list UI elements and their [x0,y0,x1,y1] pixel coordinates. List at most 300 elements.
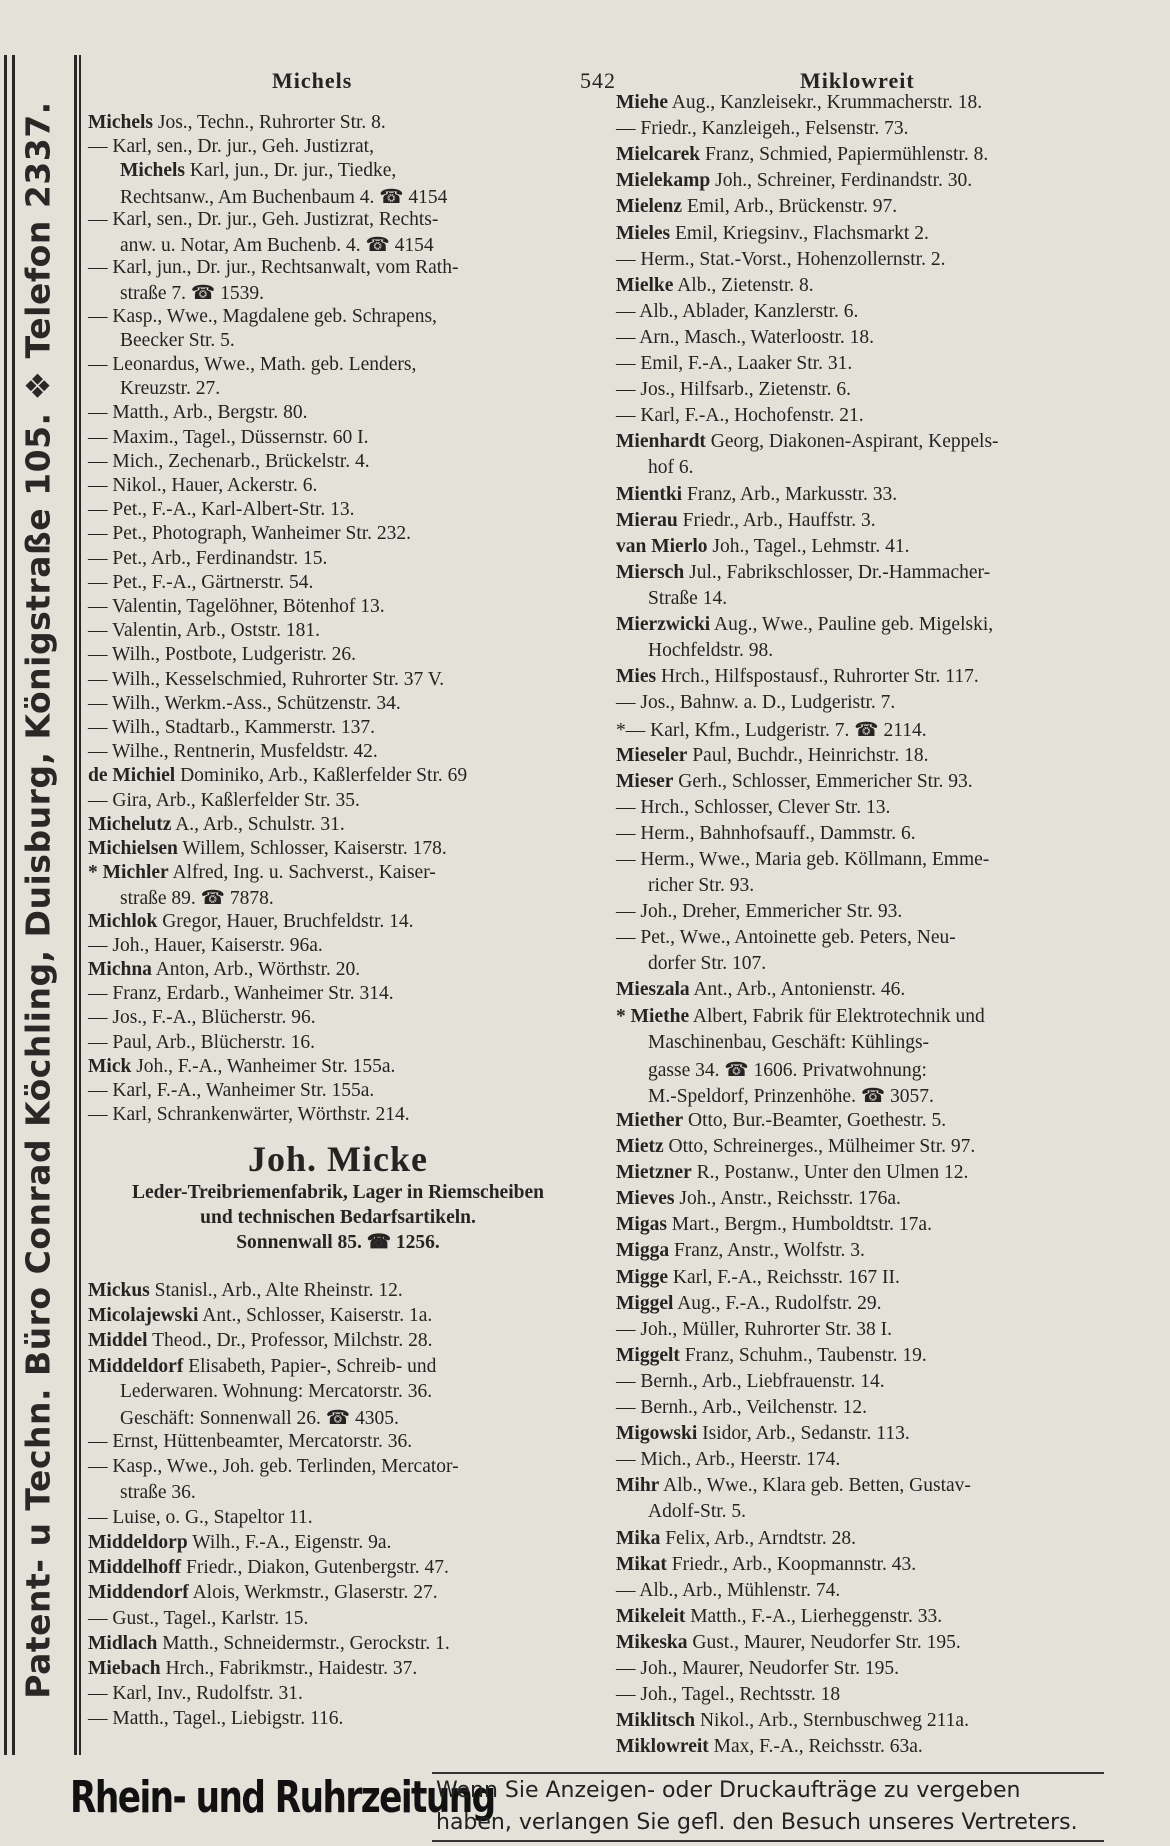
entry-details: — Bernh., Arb., Liebfrauenstr. 14. [616,1370,885,1392]
directory-entry [88,523,411,545]
entry-details: — Maxim., Tagel., Düssernstr. 60 I. [88,426,369,448]
advert-line: Leder-Treibriemenfabrik, Lager in Riemscheiben [132,1182,544,1203]
header-right-keyword: Miklowreit [800,68,915,93]
entry-details: — Pet., Wwe., Antoinette geb. Peters, Neu- [616,927,956,949]
directory-entry [88,1532,391,1554]
divider [74,55,77,1755]
directory-entry [616,901,902,923]
entry-details: — Luise, o. G., Stapeltor 11. [88,1506,313,1528]
directory-entry [88,1280,403,1302]
entry-details: — Arn., Masch., Waterloostr. 18. [616,326,875,348]
directory-entry [88,1356,436,1378]
entry-details: — Jos., F.-A., Blücherstr. 96. [88,1007,316,1029]
entry-surname: Miggel [616,1292,674,1314]
directory-entry [616,275,814,297]
entry-details: Straße 14. [648,587,728,609]
entry-details: Felix, Arb., Arndtstr. 28. [660,1527,856,1549]
entry-details: Gust., Maurer, Neudorfer Str. 195. [687,1631,961,1653]
entry-details: — Bernh., Arb., Veilchenstr. 12. [616,1397,867,1418]
entry-details: — Jos., Bahnw. a. D., Ludgeristr. 7. [616,692,896,714]
entry-surname: Miggelt [616,1344,680,1366]
entry-details: Friedr., Arb., Hauffstr. 3. [677,509,876,531]
directory-entry [88,1507,313,1529]
advert-line: und technischen Bedarfsartikeln. [200,1207,476,1228]
directory-entry [88,983,394,1005]
entry-details: Hochfeldstr. 98. [648,640,774,662]
entry-surname: Migga [616,1240,670,1262]
entry-details: Alb., Zietenstr. 8. [673,274,814,296]
entry-surname: Middeldorp [88,1532,188,1553]
directory-entry [88,354,416,376]
directory-entry [616,1267,900,1289]
entry-surname: Mielke [616,274,674,296]
directory-entry [648,1501,746,1523]
directory-entry [616,614,993,636]
directory-entry [616,979,905,1001]
entry-details: — Karl, F.-A., Wanheimer Str. 155a. [88,1080,375,1101]
entry-details: Alfred, Ing. u. Sachverst., Kaiser- [168,862,436,884]
entry-details: R., Postanw., Unter den Ulmen 12. [691,1162,969,1184]
directory-entry [120,1381,432,1403]
directory-entry [616,666,979,688]
directory-entry [616,771,973,793]
entry-details: Joh., Tagel., Lehmstr. 41. [707,535,910,557]
entry-details: Karl, F.-A., Reichsstr. 167 II. [667,1266,900,1288]
entry-details: — Franz, Erdarb., Wanheimer Str. 314. [88,983,394,1005]
directory-entry [616,1475,971,1497]
entry-details: dorfer Str. 107. [648,953,767,975]
entry-surname: Mielcarek [616,144,701,166]
entry-details: straße 89. ☎ 7878. [120,888,274,910]
directory-entry [616,484,897,506]
entry-surname: Mientki [616,483,683,505]
entry-surname: Michlok [88,910,158,932]
entry-surname: Migas [616,1214,667,1236]
directory-entry [88,427,368,449]
entry-details: — Karl, sen., Dr. jur., Geh. Justizrat, [88,136,374,158]
entry-details: — Hrch., Schlosser, Clever Str. 13. [616,796,891,818]
entry-details: — Wilhe., Rentnerin, Musfeldstr. 42. [88,741,378,763]
entry-details: Anton, Arb., Wörthstr. 20. [151,959,361,980]
directory-entry [88,1305,432,1327]
entry-details: Dominiko, Arb., Kaßlerfelder Str. 69 [175,765,468,787]
directory-entry [648,588,727,610]
entry-surname: Mierau [616,509,678,531]
directory-entry [616,1136,975,1158]
directory-entry [88,112,386,134]
entry-surname: Micolajewski [88,1305,199,1327]
directory-entry [616,562,990,584]
directory-entry [616,1214,932,1236]
entry-details: Elisabeth, Papier-, Schreib- und [183,1355,437,1377]
directory-entry [120,281,264,305]
directory-entry [88,499,355,521]
entry-details: Hrch., Hilfspostausf., Ruhrorter Str. 117. [656,666,979,688]
entry-surname: Mienhardt [616,431,706,453]
entry-details: — Gust., Tagel., Karlstr. 15. [88,1607,309,1629]
directory-entry [88,1582,438,1604]
entry-surname: Miersch [616,561,685,583]
entry-surname: Miklitsch [616,1710,696,1732]
entry-details: hof 6. [648,457,694,479]
entry-details: — Jos., Hilfsarb., Zietenstr. 6. [616,379,852,401]
entry-details: *— Karl, Kfm., Ludgeristr. 7. ☎ 2114. [616,720,927,742]
directory-entry [616,1580,840,1602]
entry-surname: Mieser [616,770,674,792]
directory-entry [616,327,874,349]
entry-details: — Pet., Arb., Ferdinandstr. 15. [88,547,328,569]
entry-surname: * Michler [88,862,169,884]
entry-details: Lederwaren. Wohnung: Mercatorstr. 36. [120,1380,433,1402]
directory-entry [120,1482,196,1504]
divider [4,55,7,1755]
entry-details: Friedr., Arb., Koopmannstr. 43. [666,1553,917,1575]
directory-entry [616,510,876,532]
directory-entry [88,451,370,473]
entry-surname: Mieles [616,222,671,244]
entry-details: Aug., Wwe., Pauline geb. Migelski, [710,614,994,635]
entry-details: Max, F.-A., Reichsstr. 63a. [708,1736,923,1758]
entry-surname: Mikat [616,1553,667,1575]
entry-surname: Mieves [616,1188,675,1210]
entry-details: — Paul, Arb., Blücherstr. 16. [88,1031,315,1053]
entry-details: Kreuzstr. 27. [120,378,221,400]
directory-entry [88,1683,303,1705]
directory-entry [616,1319,892,1341]
entry-surname: Mieszala [616,979,690,1001]
directory-entry [88,959,360,981]
divider [12,55,15,1755]
directory-entry [616,170,972,192]
entry-details: Ant., Schlosser, Kaiserstr. 1a. [198,1305,433,1327]
directory-entry [88,911,414,933]
entry-surname: Mietzner [616,1162,692,1184]
entry-details: Gregor, Hauer, Bruchfeldstr. 14. [157,910,414,932]
entry-details: — Karl, Schrankenwärter, Wörthstr. 214. [88,1104,410,1126]
directory-entry [120,233,434,257]
entry-surname: Mietz [616,1136,664,1157]
directory-entry [616,745,928,767]
footer-notice [432,1772,1104,1842]
directory-entry [88,1080,374,1102]
directory-entry [616,118,908,140]
directory-entry [616,1554,916,1576]
directory-entry [88,1431,412,1453]
directory-entry [88,1633,450,1655]
directory-entry [616,1423,910,1445]
directory-entry [88,693,401,715]
entry-details: M.-Speldorf, Prinzenhöhe. ☎ 3057. [648,1085,934,1107]
entry-surname: Middeldorf [88,1355,184,1377]
entry-details: Theod., Dr., Professor, Milchstr. 28. [147,1330,433,1352]
directory-entry [616,431,999,453]
entry-details: A., Arb., Schulstr. 31. [171,813,345,835]
entry-details: Maschinenbau, Geschäft: Kühlings- [648,1031,930,1053]
entry-details: Adolf-Str. 5. [648,1501,747,1523]
entry-details: Franz, Schmied, Papiermühlenstr. 8. [700,144,989,166]
directory-entry [616,92,982,114]
entry-details: Joh., F.-A., Wanheimer Str. 155a. [131,1055,396,1077]
entry-details: Otto, Schreinerges., Mülheimer Str. 97. [663,1136,976,1157]
entry-details: — Joh., Maurer, Neudorfer Str. 195. [616,1658,899,1679]
entry-details: Jul., Fabrikschlosser, Dr.-Hammacher- [684,561,991,583]
entry-details: Aug., F.-A., Rudolfstr. 29. [673,1292,882,1314]
entry-surname: Miebach [88,1658,161,1679]
entry-details: — Karl, Inv., Rudolfstr. 31. [88,1683,303,1705]
directory-entry [616,1110,946,1132]
directory-entry [88,257,458,279]
directory-entry [616,1006,985,1028]
entry-details: — Ernst, Hüttenbeamter, Mercatorstr. 36. [88,1431,413,1453]
directory-entry [616,849,989,871]
directory-entry [616,1240,865,1262]
entry-details: — Wilh., Werkm.-Ass., Schützenstr. 34. [88,692,401,714]
entry-surname: van Mierlo [616,535,708,557]
directory-entry [616,692,895,714]
directory-entry [616,1449,840,1471]
directory-entry [616,1632,961,1654]
directory-entry [616,144,988,166]
entry-details: — Karl, jun., Dr. jur., Rechtsanwalt, vom Rath- [88,257,459,279]
directory-entry [616,1162,968,1184]
directory-entry [88,548,327,570]
entry-details: — Pet., F.-A., Gärtnerstr. 54. [88,571,314,593]
page-number: 542 [580,68,616,93]
directory-entry [616,823,916,845]
entry-details: Mart., Bergm., Humboldtstr. 17a. [666,1214,932,1236]
directory-entry [648,1058,927,1082]
entry-details: — Wilh., Stadtarb., Kammerstr. 137. [88,717,375,738]
advert-line: Sonnenwall 85. ☎ 1256. [236,1232,440,1253]
entry-surname: Midlach [88,1632,158,1654]
footer-line: haben, verlangen Sie gefl. den Besuch unseres Vertreters. [436,1810,1078,1835]
entry-details: Joh., Schreiner, Ferdinandstr. 30. [710,170,973,192]
directory-entry [120,886,274,910]
entry-details: — Leonardus, Wwe., Math. geb. Lenders, [88,354,417,375]
directory-entry [616,797,890,819]
directory-entry [616,1658,899,1680]
directory-entry [616,1188,901,1210]
directory-entry [616,718,927,742]
directory-entry [88,402,308,424]
entry-details: Karl, jun., Dr. jur., Tiedke, [184,160,397,182]
directory-entry [88,862,436,884]
entry-details: Aug., Kanzleisekr., Krummacherstr. 18. [667,92,983,113]
entry-details: gasse 34. ☎ 1606. Privatwohnung: [648,1059,927,1081]
entry-details: — Herm., Wwe., Maria geb. Köllmann, Emme- [616,848,990,870]
entry-details: straße 7. ☎ 1539. [120,283,264,305]
entry-details: Matth., Schneidermstr., Gerockstr. 1. [157,1632,450,1654]
advertisement [88,1138,588,1255]
directory-entry [648,640,773,662]
entry-details: — Joh., Hauer, Kaiserstr. 96a. [88,934,323,956]
entry-details: Joh., Anstr., Reichsstr. 176a. [674,1188,901,1210]
entry-surname: Michels [88,112,153,133]
entry-details: — Joh., Müller, Ruhrorter Str. 38 I. [616,1318,892,1340]
directory-entry [88,838,447,860]
directory-entry [88,717,375,739]
entry-surname: de Michiel [88,765,176,787]
directory-entry [616,223,929,245]
entry-surname: Mihr [616,1475,660,1497]
entry-surname: Migowski [616,1423,698,1445]
directory-entry [616,1710,969,1732]
directory-entry [88,596,385,618]
entry-details: — Karl, sen., Dr. jur., Geh. Justizrat, Rechts- [88,208,439,230]
directory-entry [88,1007,316,1029]
entry-details: — Friedr., Kanzleigeh., Felsenstr. 73. [616,118,909,140]
entry-details: Franz, Schuhm., Taubenstr. 19. [679,1344,927,1366]
entry-surname: Mikeleit [616,1605,686,1627]
entry-details: Emil, Kriegsinv., Flachsmarkt 2. [670,222,929,244]
entry-details: Gerh., Schlosser, Emmericher Str. 93. [673,770,973,792]
entry-details: — Wilh., Postbote, Ludgeristr. 26. [88,644,357,666]
entry-details: Emil, Arb., Brückenstr. 97. [682,196,898,218]
entry-surname: Michna [88,959,152,980]
entry-details: — Kasp., Wwe., Magdalene geb. Schrapens, [88,305,437,327]
entry-details: — Karl, F.-A., Hochofenstr. 21. [616,405,864,427]
entry-details: anw. u. Notar, Am Buchenb. 4. ☎ 4154 [120,235,434,256]
directory-entry [88,1658,417,1680]
entry-details: — Kasp., Wwe., Joh. geb. Terlinden, Mercator- [88,1456,459,1478]
entry-details: Geschäft: Sonnenwall 26. ☎ 4305. [120,1408,399,1429]
directory-entry [88,572,313,594]
directory-entry [88,790,360,812]
entry-details: — Joh., Tagel., Rechtsstr. 18 [616,1684,841,1706]
directory-entry [616,379,851,401]
entry-surname: Mielekamp [616,170,711,192]
directory-entry [648,1032,929,1054]
directory-entry [88,765,467,787]
entry-surname: * Miethe [616,1005,690,1027]
entry-details: — Mich., Zechenarb., Brückelstr. 4. [88,450,370,472]
entry-details: — Mich., Arb., Heerstr. 174. [616,1449,841,1471]
directory-entry [120,330,235,352]
entry-details: — Gira, Arb., Kaßlerfelder Str. 35. [88,789,360,811]
directory-entry [88,1056,395,1078]
entry-surname: Migge [616,1266,668,1288]
entry-details: — Pet., F.-A., Karl-Albert-Str. 13. [88,499,355,521]
entry-surname: Mika [616,1527,661,1549]
entry-details: — Wilh., Kesselschmied, Ruhrorter Str. 37 V. [88,668,445,690]
entry-details: — Alb., Arb., Mühlenstr. 74. [616,1579,841,1601]
entry-surname: Middel [88,1330,148,1352]
entry-details: Wilh., F.-A., Eigenstr. 9a. [187,1532,392,1553]
entry-surname: Michelutz [88,813,172,835]
entry-details: — Valentin, Tagelöhner, Bötenhof 13. [88,596,385,617]
entry-details: Paul, Buchdr., Heinrichstr. 18. [687,744,929,766]
entry-surname: Middelhoff [88,1557,182,1579]
entry-details: Rechtsanw., Am Buchenbaum 4. ☎ 4154 [120,186,448,208]
entry-details: — Valentin, Arb., Oststr. 181. [88,620,321,642]
entry-surname: Mierzwicki [616,614,711,635]
directory-entry [120,1406,399,1430]
entry-details: Alb., Wwe., Klara geb. Betten, Gustav- [659,1475,971,1497]
directory-entry [120,160,396,182]
entry-details: Jos., Techn., Ruhrorter Str. 8. [152,112,386,133]
directory-entry [88,209,438,231]
directory-entry [120,378,220,400]
entry-surname: Michels [120,160,185,182]
directory-entry [648,1084,934,1108]
directory-entry [616,1371,885,1393]
entry-surname: Mikeska [616,1631,688,1653]
entry-details: Stanisl., Arb., Alte Rheinstr. 12. [149,1280,403,1301]
directory-entry [88,475,317,497]
directory-entry [88,620,320,642]
directory-entry [88,1032,315,1054]
entry-details: Ant., Arb., Antonienstr. 46. [689,979,906,1001]
entry-details: — Joh., Dreher, Emmericher Str. 93. [616,901,903,923]
entry-surname: Miklowreit [616,1736,709,1758]
entry-details: richer Str. 93. [648,875,755,896]
entry-details: Georg, Diakonen-Aspirant, Keppels- [705,431,999,453]
directory-entry [616,927,956,949]
entry-details: Friedr., Diakon, Gutenbergstr. 47. [181,1557,449,1579]
footer-line: Wenn Sie Anzeigen- oder Druckaufträge zu vergeben [436,1778,1021,1803]
entry-details: — Matth., Arb., Bergstr. 80. [88,402,308,424]
directory-entry [88,136,374,158]
directory-entry [88,1708,343,1730]
directory-entry [120,185,447,209]
directory-entry [88,1456,459,1478]
entry-details: Otto, Bur.-Beamter, Goethestr. 5. [683,1109,947,1131]
entry-details: — Herm., Bahnhofsauff., Dammstr. 6. [616,822,916,844]
entry-surname: Mieseler [616,744,688,766]
directory-entry [616,301,858,323]
directory-entry [88,1608,308,1630]
entry-details: — Nikol., Hauer, Ackerstr. 6. [88,475,318,496]
directory-entry [616,1397,867,1419]
entry-surname: Miehe [616,92,668,113]
entry-details: — Herm., Stat.-Vorst., Hohenzollernstr. 2. [616,248,946,270]
directory-entry [88,935,323,957]
entry-surname: Michielsen [88,838,178,859]
directory-entry [648,457,694,479]
directory-entry [88,1330,432,1352]
directory-entry [88,669,444,691]
entry-details: Alois, Werkmstr., Glaserstr. 27. [188,1582,438,1604]
directory-entry [648,953,766,975]
entry-surname: Mickus [88,1280,150,1301]
directory-entry [616,1528,856,1550]
directory-entry [616,1736,923,1758]
entry-details: Willem, Schlosser, Kaiserstr. 178. [177,838,447,859]
entry-details: — Matth., Tagel., Liebigstr. 116. [88,1708,344,1730]
side-banner-text: Patent- u Techn. Büro Conrad Köchling, Duisburg, Königstraße 105. ❖ Telefon 2337. [18,101,58,1699]
directory-entry [648,875,754,897]
entry-details: Franz, Anstr., Wolfstr. 3. [669,1240,865,1262]
directory-entry [88,306,437,328]
entry-details: Albert, Fabrik für Elektrotechnik und [689,1005,985,1027]
advert-title: Joh. Micke [248,1139,428,1179]
entry-details: Matth., F.-A., Lierheggenstr. 33. [685,1605,943,1627]
entry-details: Franz, Arb., Markusstr. 33. [682,483,898,505]
directory-entry [616,196,897,218]
entry-details: — Pet., Photograph, Wanheimer Str. 232. [88,523,412,545]
entry-surname: Mielenz [616,196,683,218]
directory-entry [88,644,356,666]
divider [79,55,81,1755]
directory-entry [88,1557,449,1579]
entry-details: Nikol., Arb., Sternbuschweg 211a. [695,1710,969,1732]
directory-entry [616,405,864,427]
entry-details: Hrch., Fabrikmstr., Haidestr. 37. [160,1658,418,1679]
entry-details: straße 36. [120,1481,196,1503]
directory-entry [616,1684,840,1706]
header-left-keyword: Michels [272,68,353,93]
entry-details: Beecker Str. 5. [120,329,235,351]
